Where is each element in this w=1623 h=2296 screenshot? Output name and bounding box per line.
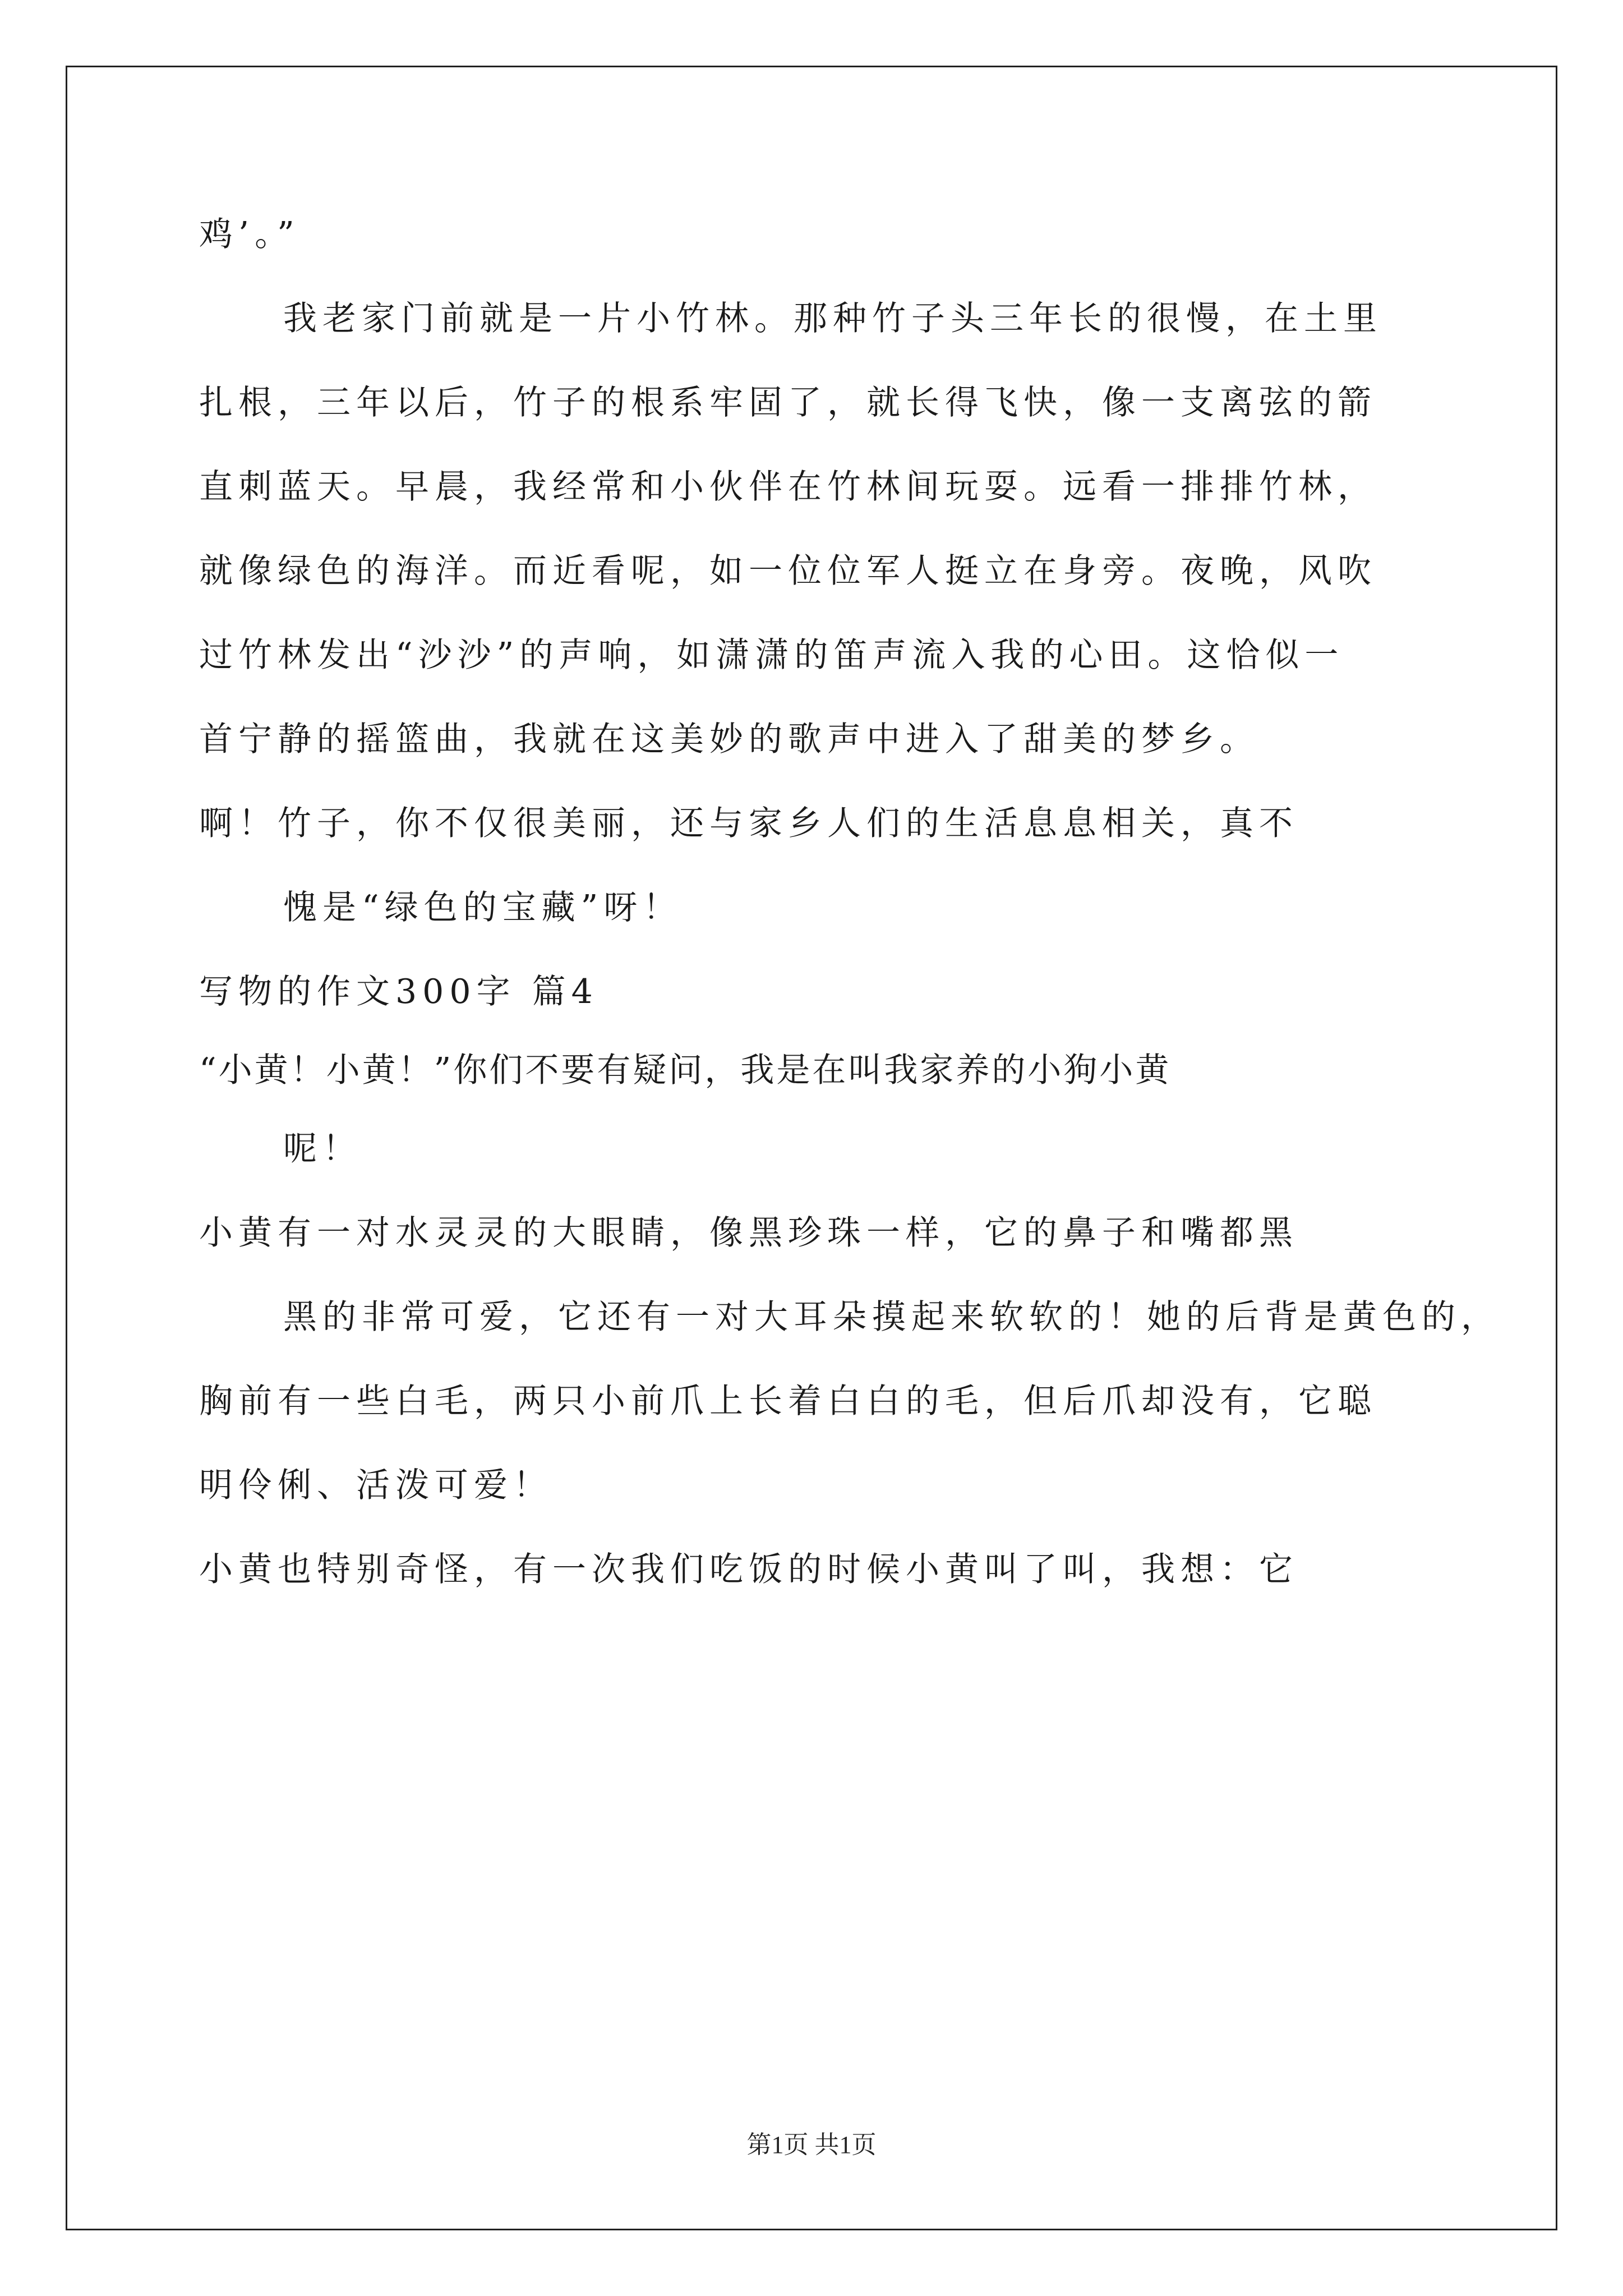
section-heading: “小黄！小黄！”你们不要有疑问，我是在叫我家养的小狗小黄 xyxy=(199,1051,1172,1090)
text-line: 我老家门前就是一片小竹林。那种竹子头三年长的很慢，在土里 xyxy=(283,299,1382,338)
text-line: 呢！ xyxy=(283,1129,362,1168)
text-line: 写物的作文300字 篇4 xyxy=(199,972,598,1011)
text-line: 胸前有一些白毛，两只小前爪上长着白白的毛，但后爪却没有，它聪 xyxy=(199,1382,1377,1421)
text-line: 啊！竹子，你不仅很美丽，还与家乡人们的生活息息相关，真不 xyxy=(199,804,1298,843)
page-footer: 第1页 共1页 xyxy=(746,2131,877,2159)
text-line: 扎根，三年以后，竹子的根系牢固了，就长得飞快，像一支离弦的箭 xyxy=(199,383,1377,422)
text-line: 就像绿色的海洋。而近看呢，如一位位军人挺立在身旁。夜晚，风吹 xyxy=(199,551,1377,591)
text-line: 直刺蓝天。早晨，我经常和小伙伴在竹林间玩耍。远看一排排竹林， xyxy=(199,467,1377,507)
text-line: 小黄有一对水灵灵的大眼睛，像黑珍珠一样，它的鼻子和嘴都黑 xyxy=(199,1213,1298,1253)
text-line: 黑的非常可爱，它还有一对大耳朵摸起来软软的！她的后背是黄色的， xyxy=(283,1297,1500,1337)
text-line: 鸡’。” xyxy=(199,215,300,254)
text-line: 小黄也特别奇怪，有一次我们吃饭的时候小黄叫了叫，我想：它 xyxy=(199,1550,1298,1589)
text-line: 明伶俐、活泼可爱！ xyxy=(199,1466,552,1505)
text-line: 愧是“绿色的宝藏”呀！ xyxy=(283,888,683,927)
text-line: 首宁静的摇篮曲，我就在这美妙的歌声中进入了甜美的梦乡。 xyxy=(199,720,1259,759)
text-line: 过竹林发出“沙沙”的声响，如潇潇的笛声流入我的心田。这恰似一 xyxy=(199,636,1344,675)
